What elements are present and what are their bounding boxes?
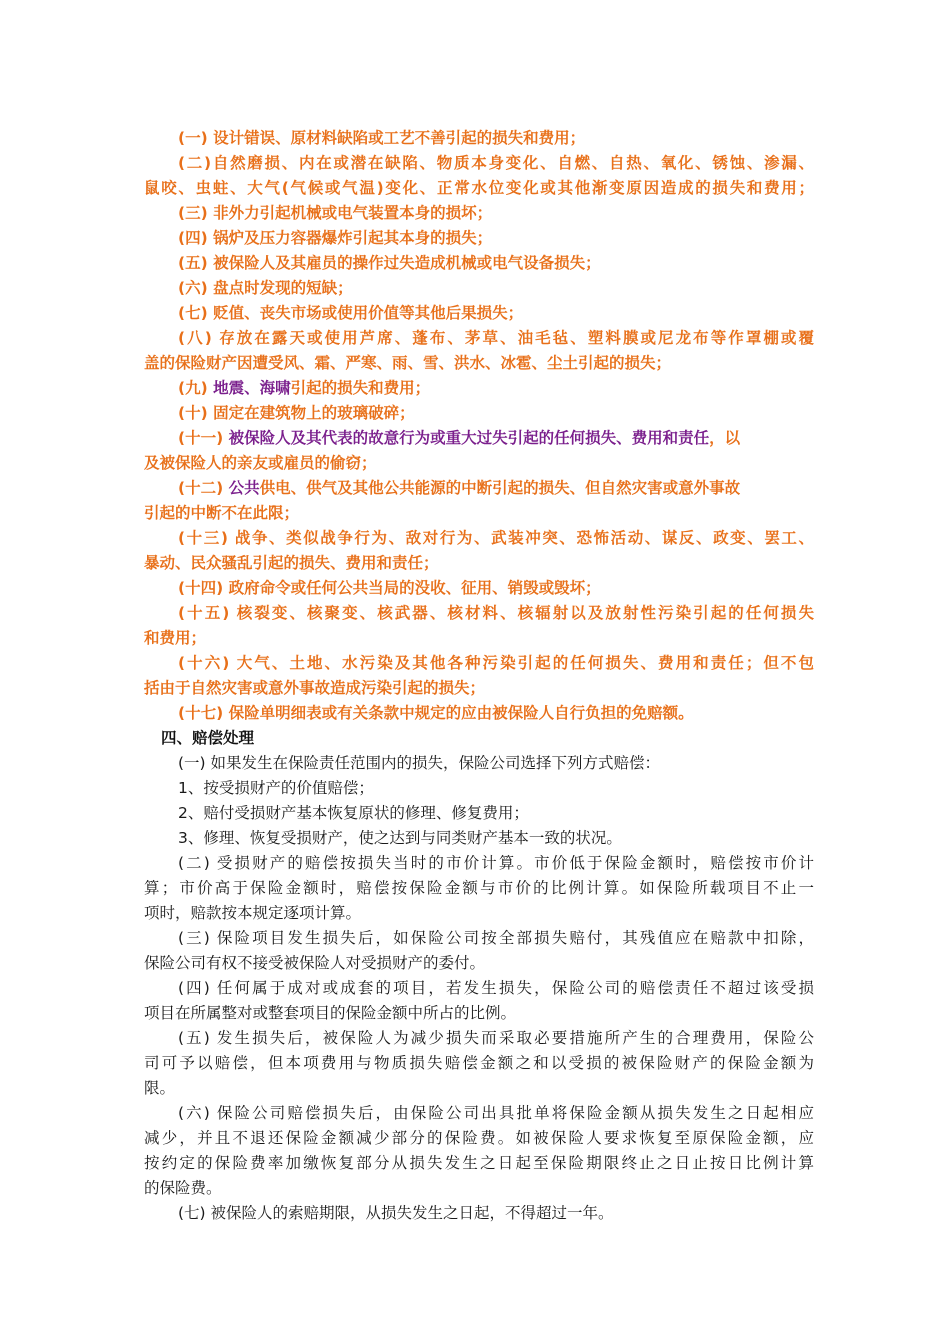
claim-5-line1: (五) 发生损失后，被保险人为减少损失而采取必要措施所产生的合理费用，保险公 [178,1029,814,1047]
exclusion-16-line2: 括由于自然灾害或意外事故造成污染引起的损失； [144,679,486,697]
exclusion-4: (四) 锅炉及压力容器爆炸引起其本身的损失； [178,229,493,247]
claim-6-line4: 的保险费。 [144,1179,222,1197]
exclusion-12-line1 [178,476,848,501]
exclusion-1: (一) 设计错误、原材料缺陷或工艺不善引起的损失和费用； [178,129,586,147]
exclusion-8-line1: (八) 存放在露天或使用芦席、蓬布、茅草、油毛毡、塑料膜或尼龙布等作罩棚或覆 [178,329,814,347]
claim-4-line1: (四) 任何属于成对或成套的项目，若发生损失，保险公司的赔偿责任不超过该受损 [178,979,814,997]
exclusion-11-rest: ，以 [709,429,741,447]
claim-1-option-3: 3、修理、恢复受损财产，使之达到与同类财产基本一致的状况。 [178,829,622,847]
exclusion-11-number: (十一) [178,429,229,447]
exclusion-8-line2: 盖的保险财产因遭受风、霜、严寒、雨、雪、洪水、冰雹、尘土引起的损失； [144,354,672,372]
exclusion-11-line2: 及被保险人的亲友或雇员的偷窃； [144,454,377,472]
exclusion-5: (五) 被保险人及其雇员的操作过失造成机械或电气设备损失； [178,254,601,272]
section-heading-claims: 四、赔偿处理 [161,729,255,747]
exclusion-13-line1: (十三) 战争、类似战争行为、敌对行为、武装冲突、恐怖活动、谋反、政变、罢工、 [178,529,814,547]
exclusion-15-line1: (十五) 核裂变、核聚变、核武器、核材料、核辐射以及放射性污染引起的任何损失 [178,604,814,622]
exclusion-2-line2: 鼠咬、虫蛀、大气(气候或气温)变化、正常水位变化或其他渐变原因造成的损失和费用； [144,179,814,197]
exclusion-12-rest: 供电、供气及其他公共能源的中断引起的损失、但自然灾害或意外事故 [259,479,741,497]
claim-3-line2: 保险公司有权不接受被保险人对受损财产的委付。 [144,954,486,972]
claim-7: (七) 被保险人的索赔期限，从损失发生之日起，不得超过一年。 [178,1204,614,1222]
claim-3-line1: (三) 保险项目发生损失后，如保险公司按全部损失赔付，其残值应在赔款中扣除， [178,929,814,947]
claim-4-line2: 项目在所属整对或整套项目的保险金额中所占的比例。 [144,1004,517,1022]
claim-6-line3: 按约定的保险费率加缴恢复部分从损失发生之日起至保险期限终止之日止按日比例计算 [144,1154,814,1172]
exclusion-14: (十四) 政府命令或任何公共当局的没收、征用、销毁或毁坏； [178,579,601,597]
claim-1: (一) 如果发生在保险责任范围内的损失，保险公司选择下列方式赔偿： [178,754,661,772]
exclusion-11-highlight: 被保险人及其代表的故意行为或重大过失引起的任何损失、费用和责任 [228,429,710,447]
exclusion-10: (十) 固定在建筑物上的玻璃破碎； [178,404,415,422]
exclusion-2-line1: (二)自然磨损、内在或潜在缺陷、物质本身变化、自燃、自热、氧化、锈蚀、渗漏、 [178,154,814,172]
exclusion-9-rest: 引起的损失和费用； [290,379,431,397]
claim-2-line1: (二) 受损财产的赔偿按损失当时的市价计算。市价低于保险金额时，赔偿按市价计 [178,854,814,872]
exclusion-12-highlight: 公共 [228,479,260,497]
claim-1-option-1: 1、按受损财产的价值赔偿； [178,779,374,797]
exclusion-9-highlight: 地震、海啸 [213,379,291,397]
claim-6-line2: 减少，并且不退还保险金额减少部分的保险费。如被保险人要求恢复至原保险金额，应 [144,1129,814,1147]
exclusion-9-number: (九) [178,379,214,397]
claim-1-option-2: 2、赔付受损财产基本恢复原状的修理、修复费用； [178,804,529,822]
claim-5-line3: 限。 [144,1079,176,1097]
claim-2-line2: 算；市价高于保险金额时，赔偿按保险金额与市价的比例计算。如保险所载项目不止一 [144,879,814,897]
exclusion-15-line2: 和费用； [144,629,207,647]
exclusion-7: (七) 贬值、丧失市场或使用价值等其他后果损失； [178,304,524,322]
claim-6-line1: (六) 保险公司赔偿损失后，由保险公司出具批单将保险金额从损失发生之日起相应 [178,1104,814,1122]
exclusion-13-line2: 暴动、民众骚乱引起的损失、费用和责任； [144,554,439,572]
exclusion-12-line2: 引起的中断不在此限； [144,504,300,522]
exclusion-6: (六) 盘点时发现的短缺； [178,279,353,297]
exclusion-11-line1 [178,426,848,451]
exclusion-12-number: (十二) [178,479,229,497]
claim-5-line2: 司可予以赔偿，但本项费用与物质损失赔偿金额之和以受损的被保险财产的保险金额为 [144,1054,814,1072]
exclusion-9 [178,376,848,401]
exclusion-16-line1: (十六) 大气、土地、水污染及其他各种污染引起的任何损失、费用和责任；但不包 [178,654,814,672]
claim-2-line3: 项时，赔款按本规定逐项计算。 [144,904,362,922]
exclusion-17: (十七) 保险单明细表或有关条款中规定的应由被保险人自行负担的免赔额。 [178,704,694,722]
exclusion-3: (三) 非外力引起机械或电气装置本身的损坏； [178,204,493,222]
